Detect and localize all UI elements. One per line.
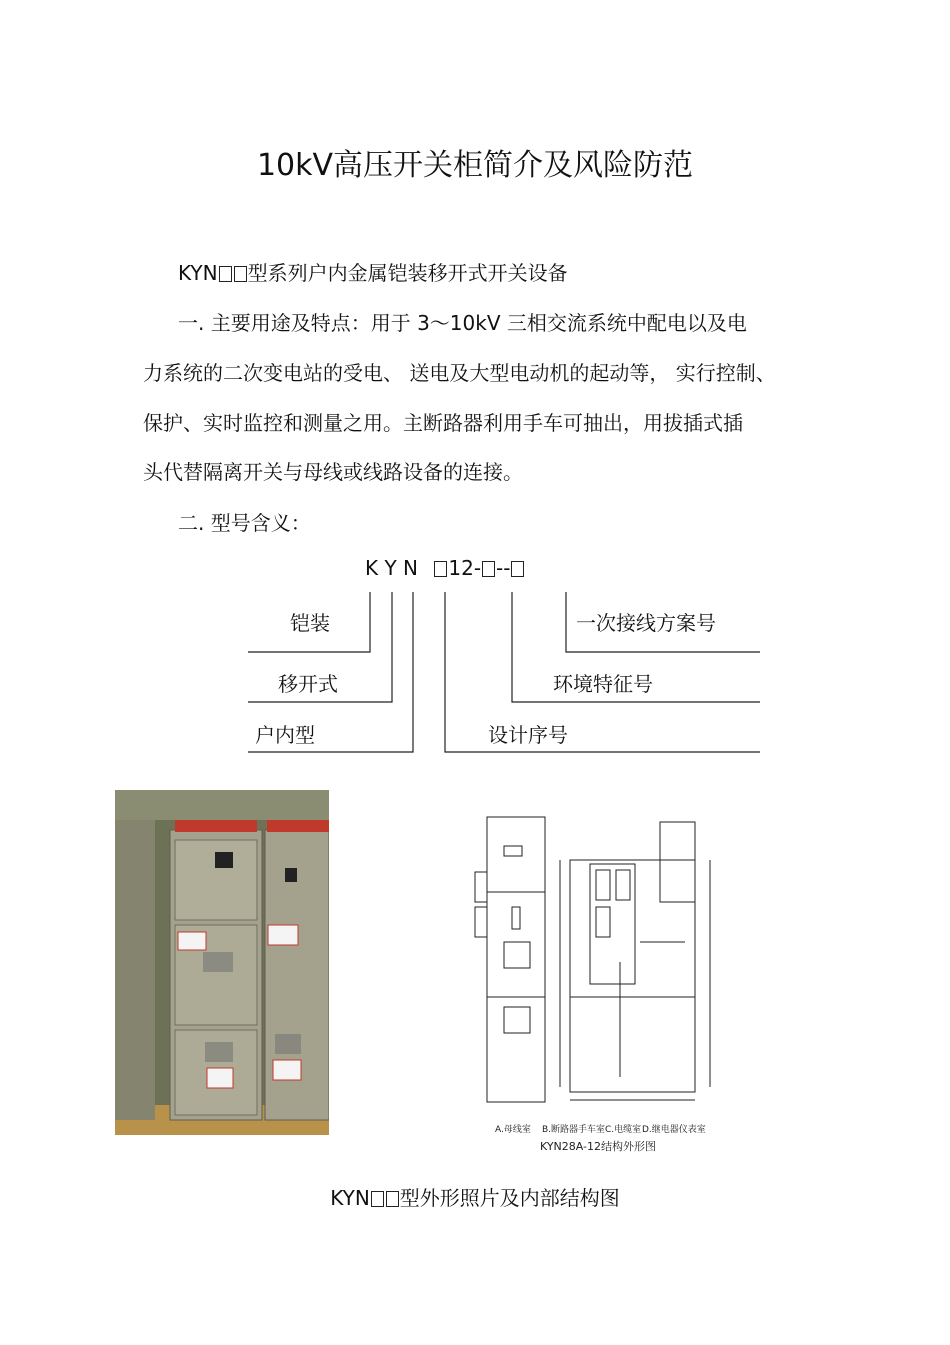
internal-structure-drawing [470,812,720,1157]
legend-d: D.继电器仪表室 [642,1125,706,1135]
label-wiring-scheme: 一次接线方案号 [576,611,716,635]
paragraph-1-line-4: 头代替隔离开关与母线或线路设备的连接。 [143,460,523,484]
label-armored: 铠装 [290,611,330,635]
switchgear-photo [115,790,329,1135]
label-design-no: 设计序号 [488,723,568,747]
subtitle-prefix: KYN [178,261,218,285]
blank-box [386,1191,399,1207]
blank-box [371,1191,384,1207]
label-removable: 移开式 [278,672,338,696]
label-indoor: 户内型 [255,723,315,747]
caption-prefix: KYN [330,1186,370,1210]
paragraph-1-line-1: 一. 主要用途及特点：用于 3～10kV 三相交流系统中配电以及电 [178,311,747,335]
label-env-code: 环境特征号 [553,672,653,696]
subtitle-suffix: 型系列户内金属铠装移开式开关设备 [247,261,568,285]
figure-caption [0,1182,950,1211]
section-2-heading: 二. 型号含义： [178,511,311,535]
legend-a: A.母线室 [495,1125,531,1135]
drawing-model-caption: KYN28A-12结构外形图 [540,1140,657,1153]
paragraph-1-line-3: 保护、实时监控和测量之用。主断路器利用手车可抽出，用拔插式插 [143,411,743,435]
caption-suffix: 型外形照片及内部结构图 [399,1186,620,1210]
legend-b: B.断路器手车室 [542,1125,606,1135]
page-title: 10kV高压开关柜简介及风险防范 [256,148,694,183]
model-mid-1: 12- [448,556,482,580]
model-mid-2: -- [496,556,511,580]
model-prefix: K Y N [365,556,419,580]
paragraph-1-line-2: 力系统的二次变电站的受电、 送电及大型电动机的起动等， 实行控制、 [143,361,776,385]
legend-c: C.电缆室 [605,1125,642,1135]
